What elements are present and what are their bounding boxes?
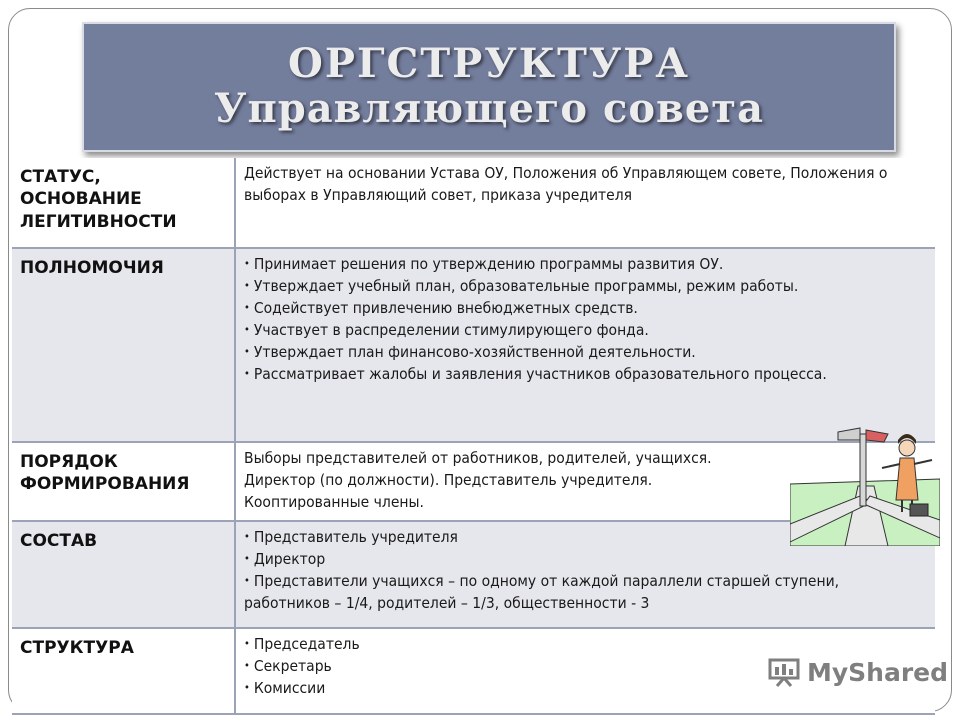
title-banner (82, 22, 896, 152)
row-heading: СТРУКТУРА (12, 628, 235, 714)
list-item: • Директор (244, 548, 927, 570)
table-row-powers (12, 248, 935, 442)
row-heading: СОСТАВ (12, 521, 235, 628)
content-line: Кооптированные члены. (244, 493, 424, 511)
watermark-text: MyShared (807, 657, 949, 687)
row-heading: ПОРЯДОК ФОРМИРОВАНИЯ (12, 442, 235, 521)
list-item: • Утверждает учебный план, образовательные программы, режим работы. (244, 275, 927, 297)
presentation-icon (767, 657, 801, 687)
row-heading: ПОЛНОМОЧИЯ (12, 248, 235, 442)
title-line-1: ОРГСТРУКТУРА (288, 40, 690, 88)
crossroads-clipart (790, 424, 940, 546)
row-content (235, 248, 935, 442)
list-item: • Содействует привлечению внебюджетных средств. (244, 297, 927, 319)
row-content (235, 158, 935, 248)
table-row-status (12, 158, 935, 248)
content-line: Действует на основании Устава ОУ, Положения об Управляющем совете, Положения о выборах в Управляющий совет, приказа учредителя (244, 164, 888, 204)
myshared-watermark (767, 657, 948, 687)
content-line: Директор (по должности). Представитель учредителя. (244, 471, 653, 489)
list-item: • Комиссии (244, 677, 927, 699)
list-item: • Представители учащихся – по одному от каждой параллели старшей ступени, работников – 1/4, родителей – 1/3, общественности - 3 (244, 570, 927, 614)
list-item: • Рассматривает жалобы и заявления участников образовательного процесса. (244, 363, 927, 385)
title-line-2: Управляющего совета (213, 85, 764, 132)
content-line: Выборы представителей от работников, родителей, учащихся. (244, 449, 712, 467)
list-item: • Секретарь (244, 655, 927, 677)
list-item: • Утверждает план финансово-хозяйственной деятельности. (244, 341, 927, 363)
list-item: • Принимает решения по утверждению программы развития ОУ. (244, 253, 927, 275)
list-item: • Участвует в распределении стимулирующего фонда. (244, 319, 927, 341)
list-item: • Представитель учредителя (244, 526, 927, 548)
row-heading: СТАТУС, ОСНОВАНИЕ ЛЕГИТИВНОСТИ (12, 158, 235, 248)
list-item: • Председатель (244, 633, 927, 655)
